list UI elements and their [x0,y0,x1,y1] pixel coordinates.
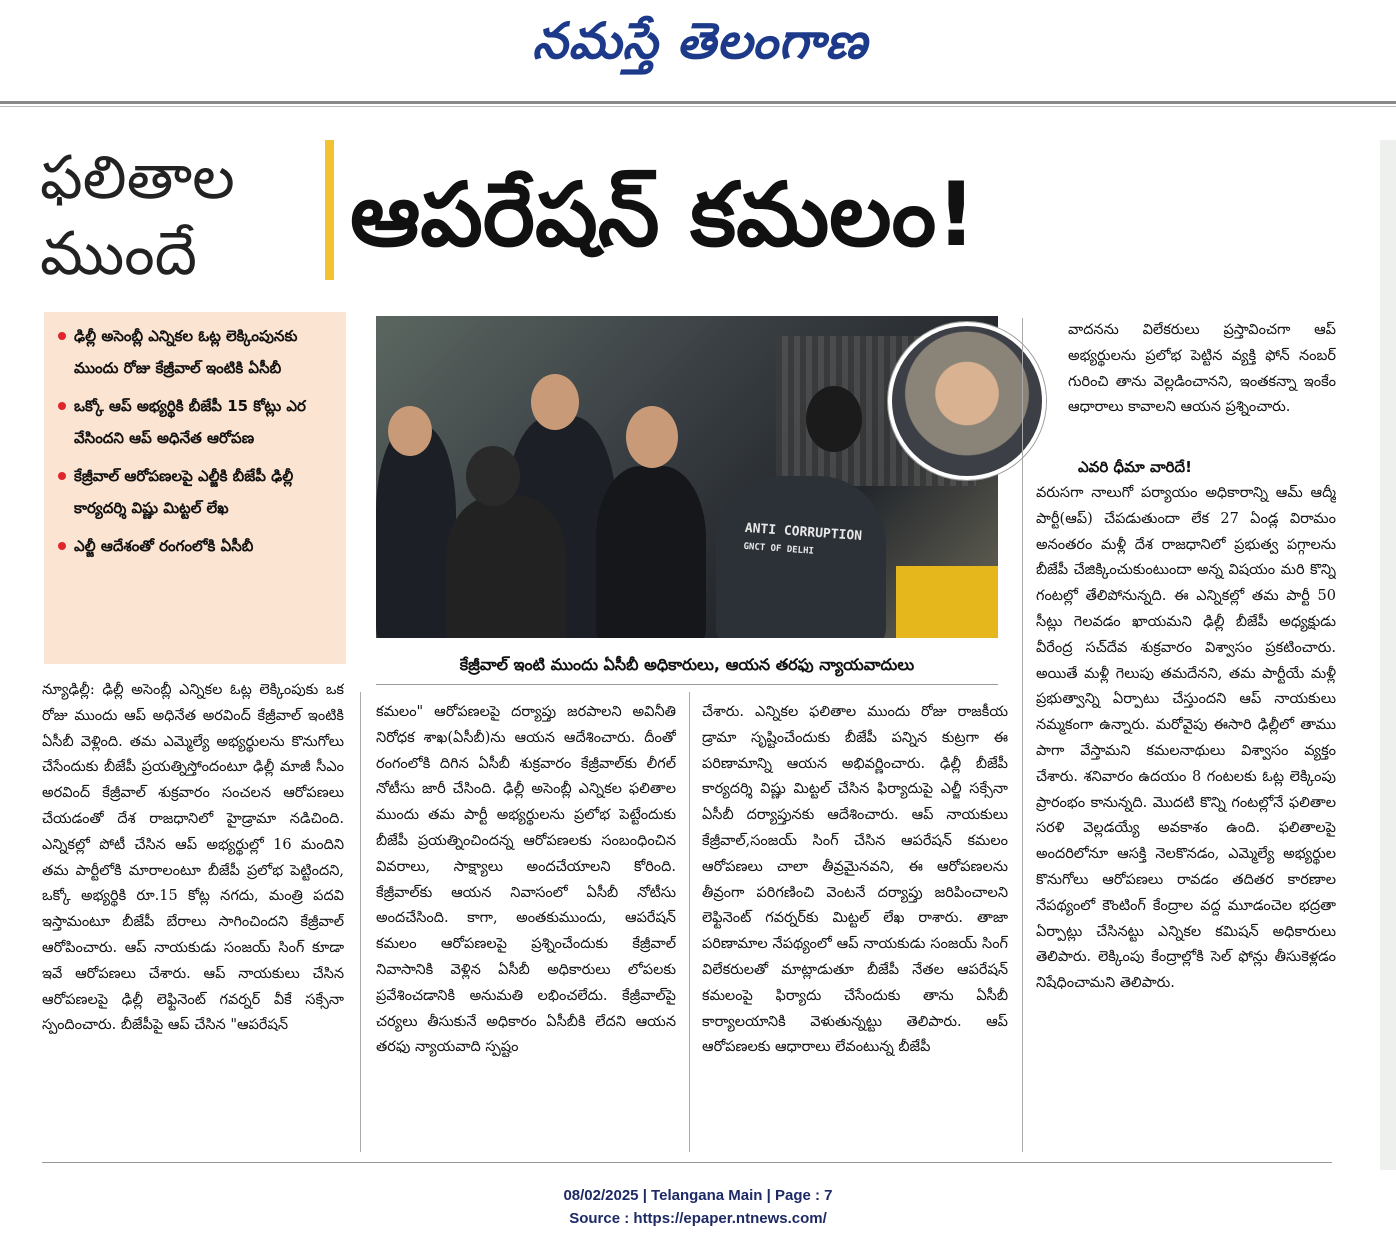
highlight-item: ఎల్జీ ఆదేశంతో రంగంలోకి ఏసీబీ [58,530,338,562]
bullet-icon [58,402,66,410]
kicker-line-2: ముందే [40,219,198,289]
bullet-icon [58,332,66,340]
subheading: ఎవరి ధీమా వారిదే! [1078,458,1192,476]
column-divider [1022,318,1023,1152]
photo-caption: కేజ్రీవాల్ ఇంటి ముందు ఏసీబీ అధికారులు, ఆయన తరఫు న్యాయవాదులు [459,655,915,674]
highlights-box [44,312,346,664]
masthead-rule [0,101,1396,104]
adjacent-page-strip [1380,140,1396,1170]
highlight-item: ఒక్కో ఆప్ అభ్యర్థికి బీజేపీ 15 కోట్లు ఎర వేసిందని ఆప్ అధినేత ఆరోపణ [58,390,338,454]
photo-head [626,406,678,468]
masthead [0,0,1396,102]
column-divider [360,692,361,1152]
photo-barrier [896,566,998,638]
photo-person [376,426,456,638]
article-column-2: కమలం" ఆరోపణలపై దర్యాప్తు జరపాలని అవినీతి నిరోధక శాఖ(ఏసీబీ)ను ఆయన ఆదేశించారు. దీంతో రంగంలోకి దిగిన ఏసీబీ శుక్రవారం కేజ్రీవాల్‌కు లీగల్ నోటీసు జారీ చేసింది. ఢిల్లీ అసెంబ్లీ ఎన్నికల ఫలితాల ముందు తమ పార్టీ అభ్యర్థులను ప్రలోభ పెట్టేందుకు బీజేపీ ప్రయత్నించిందన్న ఆరోపణలకు సంబంధించిన వివరాలు, సాక్ష్యాలు అందచేయాలని కోరింది. కేజ్రీవాల్‌కు ఆయన నివాసంలో ఏసీబీ నోటీసు అందచేసింది. కాగా, అంతకుముందు, ఆపరేషన్ కమలం ఆరోపణలపై ప్రశ్నించేందుకు కేజ్రీవాల్ నివాసానికి వెళ్లిన ఏసీబీ అధికారులు లోపలకు ప్రవేశించడానికి అనుమతి లభించలేదు. కేజ్రీవాల్‌పై చర్యలు తీసుకునే అధికారం ఏసీబీకి లేదని ఆయన తరఫు న్యాయవాది స్పష్టం [376,704,676,1056]
article-column-3: చేశారు. ఎన్నికల ఫలితాల ముందు రోజు రాజకీయ డ్రామా సృష్టించేందుకు బీజేపీ పన్నిన కుట్రగా ఈ పరిణామాన్ని ఆయన అభివర్ణించారు. ఢిల్లీ బీజేపీ కార్యదర్శి విష్ణు మిట్టల్ చేసిన ఫిర్యాదుపై ఎల్జీ సక్సేనా ఏసీబీ దర్యాప్తునకు ఆదేశించారు. ఆప్ నాయకులు కేజ్రీవాల్,సంజయ్ సింగ్ చేసిన ఆపరేషన్ కమలం ఆరోపణలు చాలా తీవ్రమైనవని, ఈ ఆరోపణలను తీవ్రంగా పరిగణించి వెంటనే దర్యాప్తు జరిపించాలని లెఫ్టినెంట్ గవర్నర్‌కు మిట్టల్ లేఖ రాశారు. తాజా పరిణామాల నేపథ్యంలో ఆప్ నాయకుడు సంజయ్ సింగ్ విలేకరులతో మాట్లాడుతూ బీజేపీ నేతల ఆపరేషన్ కమలంపై ఫిర్యాదు చేసేందుకు తాను ఏసీబీ కార్యాలయానికి వెళుతున్నట్టు తెలిపారు. ఆప్ ఆరోపణలకు ఆధారాలు లేవంటున్న బీజేపీ [702,704,1008,1056]
kicker-line-1: ఫలితాల [40,143,235,213]
masthead-rule-thin [0,106,1396,107]
column-divider [689,692,690,1152]
page-info: 08/02/2025 | Telangana Main | Page : 7 [563,1187,833,1204]
source-link[interactable]: Source : https://epaper.ntnews.com/ [569,1210,827,1227]
article-column-1: న్యూఢిల్లీ: ఢిల్లీ అసెంబ్లీ ఎన్నికల ఓట్ల లెక్కింపుకు ఒక రోజు ముందు ఆప్ అధినేత అరవింద్ కేజ్రీవాల్ ఇంటికి ఏసీబీ వెళ్లింది. తమ ఎమ్మెల్యే అభ్యర్థులను కొనుగోలు చేసేందుకు బీజేపీ ప్రయత్నిస్తోందంటూ ఢిల్లీ మాజీ సీఎం అరవింద్ కేజ్రీవాల్ శుక్రవారం సంచలన ఆరోపణలు చేయడంతో దేశ రాజధానిలో హైడ్రామా నడిచింది. ఎన్నికల్లో పోటీ చేసిన ఆప్ అభ్యర్థుల్లో 16 మందిని తమ పార్టీలోకి మారాలంటూ బీజేపీ ప్రలోభ పెట్టిందని, ఒక్కో అభ్యర్థికి రూ.15 కోట్ల నగదు, మంత్రి పదవి ఇస్తామంటూ బీజేపీ బేరాలు సాగించిందని కేజ్రీవాల్ ఆరోపించారు. ఆప్ నాయకుడు సంజయ్ సింగ్ కూడా ఇవే ఆరోపణలు చేశారు. ఆప్ నాయకులు చేసిన ఆరోపణలపై ఢిల్లీ లెఫ్టినెంట్ గవర్నర్ వీకే సక్సేనా స్పందించారు. బీజేపీపై ఆప్ చేసిన "ఆపరేషన్ [42,682,344,1034]
photo-head [531,374,579,430]
headline: ఆపరేషన్ కమలం! [350,163,977,266]
photo-head [806,386,862,452]
photo-head [466,446,520,506]
highlight-item: ఢిల్లీ అసెంబ్లీ ఎన్నికల ఓట్ల లెక్కింపునకు ముందు రోజు కేజ్రీవాల్ ఇంటికి ఏసీబీ [58,320,338,384]
photo-head [388,406,432,456]
highlight-item: కేజ్రీవాల్ ఆరోపణలపై ఎల్జీకి బీజేపీ ఢిల్లీ కార్యదర్శి విష్ణు మిట్టల్ లేఖ [58,460,338,524]
article-column-4: వరుసగా నాలుగో పర్యాయం అధికారాన్ని ఆమ్ ఆద్మీ పార్టీ(ఆప్) చేపడుతుందా లేక 27 ఏండ్ల విరామం అనంతరం మళ్లీ దేశ రాజధానిలో ప్రభుత్వ పగ్గాలను బీజేపీ చేజిక్కించుకుంటుందా అన్న విషయం మరి కొన్ని గంటల్లో తేలిపోనున్నది. ఈ ఎన్నికల్లో తమ పార్టీ 50 సీట్లు గెలవడం ఖాయమని ఢిల్లీ బీజేపీ అధ్యక్షుడు వీరేంద్ర సచ్‌దేవ శుక్రవారం విశ్వాసం ప్రకటించారు. అయితే మళ్లీ గెలుపు తమదేనని, తమ పార్టీయే మళ్లీ ప్రభుత్వాన్ని ఏర్పాటు చేస్తుందని ఆప్ నాయకులు నమ్మకంగా ఉన్నారు. మరోవైపు ఈసారి ఢిల్లీలో తాము పాగా వేస్తామని కమలనాథులు విశ్వాసం వ్యక్తం చేశారు. శనివారం ఉదయం 8 గంటలకు ఓట్ల లెక్కింపు ప్రారంభం కానున్నది. మొదటి కొన్ని గంటల్లోనే ఫలితాల సరళి వెల్లడయ్యే అవకాశం ఉంది. ఫలితాలపై అందరిలోనూ ఆసక్తి నెలకొనడం, ఎమ్మెల్యే అభ్యర్థుల కొనుగోలు ఆరోపణలు రావడం తదితర కారణాల నేపథ్యంలో కౌంటింగ్ కేంద్రాల వద్ద మూడంచెల భద్రతా ఏర్పాట్లు చేసినట్టు ఎన్నికల కమిషన్ అధికారులు తెలిపారు. లెక్కింపు కేంద్రాల్లోకి సెల్ ఫోన్లు తీసుకెళ్లడం నిషేధించామని తెలిపారు. [1036,485,1336,992]
bottom-rule [42,1162,1332,1163]
bullet-icon [58,542,66,550]
vest-line-2: GNCT OF DELHI [743,541,815,557]
vest-line-1: ANTI CORRUPTION [744,520,863,545]
bullet-icon [58,472,66,480]
kicker [40,140,320,300]
caption-rule [376,684,998,685]
article-column-4-top: వాదనను విలేకరులు ప్రస్తావించగా ఆప్ అభ్యర్థులను ప్రలోభ పెట్టిన వ్యక్తి ఫోన్ నంబర్ గురించి తాను వెల్లడించానని, ఇంతకన్నా ఇంకేం ఆధారాలు కావాలని ఆయన ప్రశ్నించారు. [1068,322,1336,416]
photo-person [446,496,566,638]
kicker-accent-bar [325,140,334,280]
newspaper-logo: నమస్తే తెలంగాణ [532,12,868,70]
photo-person [596,466,706,638]
